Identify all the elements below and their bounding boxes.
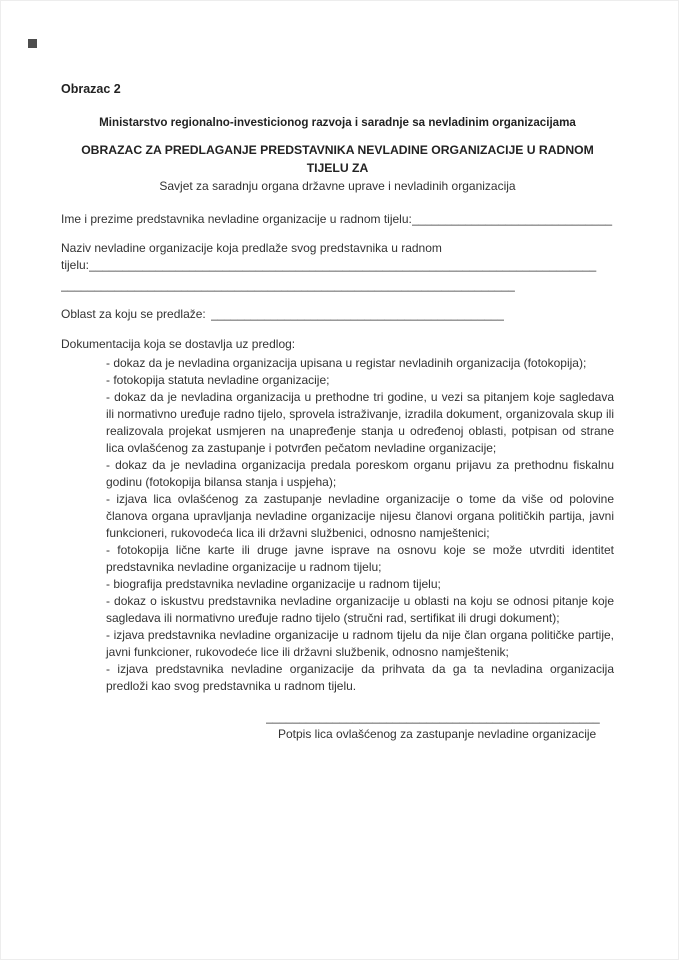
form-title: OBRAZAC ZA PREDLAGANJE PREDSTAVNIKA NEVLADINE ORGANIZACIJE U RADNOM TIJELU ZA <box>81 143 594 175</box>
doc-item: - dokaz da je nevladina organizacija u prethodne tri godine, u vezi sa pitanjem koje sagledava ili normativno uređuje radno tijelo, sprovela istraživanje, izradila dokument, organizovala skup ili realizovala projekat usmjeren na unapređenje stanja u određenoj oblasti, potpisan od strane lica ovlašćenog za zastupanje i potvrđen pečatom nevladine organizacije; <box>106 390 614 455</box>
organization-label-line1: Naziv nevladine organizacije koja predlaže svog predstavnika u radnom <box>61 241 442 255</box>
field-organization-name <box>61 240 614 294</box>
field-area <box>61 306 614 323</box>
signature-caption: Potpis lica ovlašćenog za zastupanje nevladine organizacije <box>278 727 597 741</box>
organization-blank-1: ____________________________________________________________________________ <box>89 258 597 272</box>
area-blank: ____________________________________________ <box>210 307 505 321</box>
doc-item: - fotokopija statuta nevladine organizacije; <box>106 373 330 387</box>
signature-line: __________________________________________________ <box>266 710 600 724</box>
doc-item: - dokaz da je nevladina organizacija predala poreskom organu prijavu za prethodnu fiskalnu godinu (fotokopija bilansa stanja i uspjeha); <box>106 458 614 489</box>
representative-name-label: Ime i prezime predstavnika nevladine organizacije u radnom tijelu: <box>61 212 412 226</box>
signature-block <box>266 709 611 743</box>
doc-item: - izjava lica ovlašćenog za zastupanje nevladine organizacije o tome da više od polovine članova organa upravljanja nevladine organizacije nijesu članovi organa političkih partija, javni funkcioneri, rukovodeća lica ili državni službenici, odnosno namještenici; <box>106 492 614 540</box>
organization-label-line2: tijelu: <box>61 258 90 272</box>
ministry-heading: Ministarstvo regionalno-investicionog razvoja i saradnje sa nevladinim organizacijama <box>99 116 576 129</box>
area-label: Oblast za koju se predlaže: <box>61 307 206 321</box>
corner-artifact <box>28 39 37 48</box>
doc-item: - dokaz o iskustvu predstavnika nevladine organizacije u oblasti na koju se odnosi pitanje koje sagledava ili normativno uređuje radno tijelo (stručni rad, sertifikat ili drugi dokument); <box>106 594 614 625</box>
organization-line2-row <box>61 257 614 274</box>
doc-item: - izjava predstavnika nevladine organizacije u radnom tijelu da nije član organa političke partije, javni funkcioner, rukovodeće lice ili državni službenik, odnosno namještenik; <box>106 628 614 659</box>
documentation-list <box>106 355 614 695</box>
documentation-heading: Dokumentacija koja se dostavlja uz predlog: <box>61 337 296 351</box>
form-number: Obrazac 2 <box>61 82 121 96</box>
doc-item: - fotokopija lične karte ili druge javne isprave na osnovu koje se može utvrditi identitet predstavnika nevladine organizacije u radnom tijelu; <box>106 543 614 574</box>
representative-name-blank: ______________________________ <box>411 212 613 226</box>
form-subtitle: Savjet za saradnju organa državne uprave i nevladinih organizacija <box>159 179 516 193</box>
doc-item: - biografija predstavnika nevladine organizacije u radnom tijelu; <box>106 577 441 591</box>
doc-item: - izjava predstavnika nevladine organizacije da prihvata da ga ta nevladina organizacija predloži kao svog predstavnika u radnom tijelu. <box>106 662 614 693</box>
doc-item: - dokaz da je nevladina organizacija upisana u registar nevladinih organizacija (fotokopija); <box>106 356 587 370</box>
organization-blank-2: ____________________________________________________________________ <box>61 278 515 292</box>
field-representative-name <box>61 211 614 228</box>
